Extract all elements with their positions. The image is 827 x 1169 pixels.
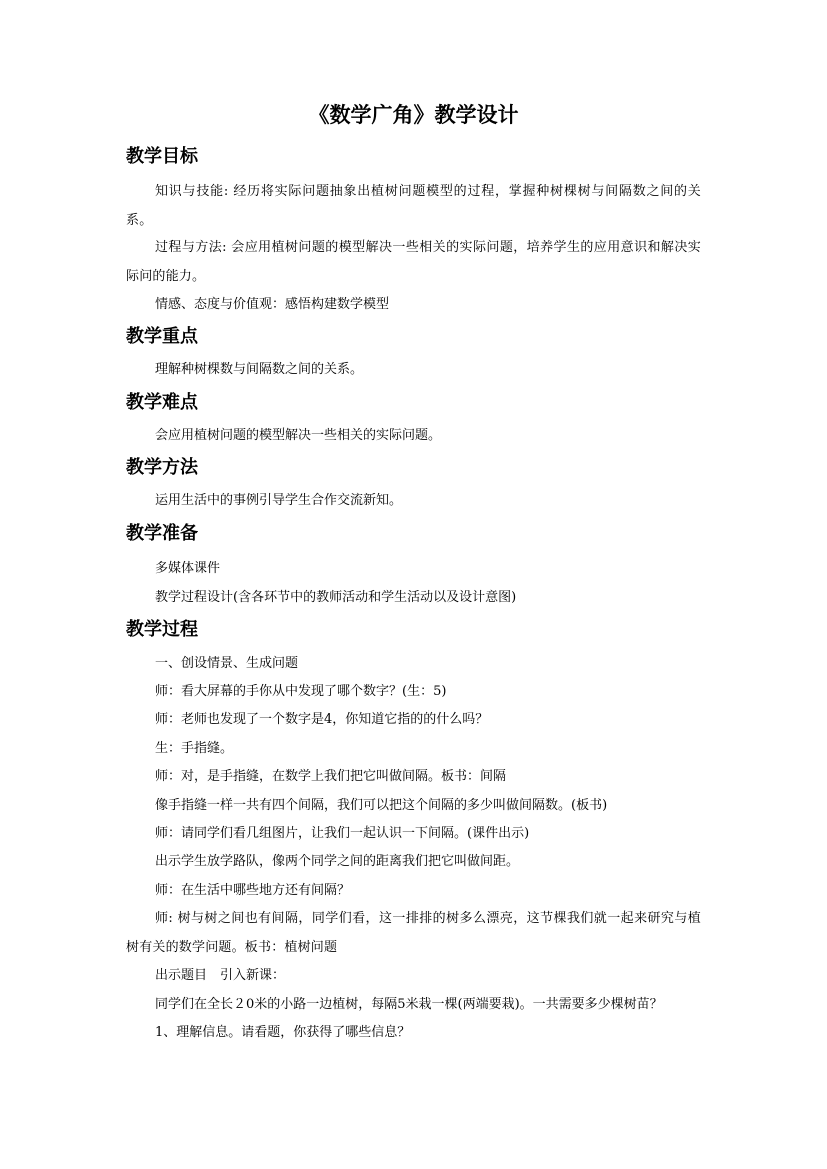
process-line-11: 同学们在全长２0米的小路一边植树，每隔5米栽一棵(两端要栽)。一共需要多少棵树苗？	[155, 997, 663, 1012]
heading-difficult-points: 教学难点	[126, 392, 198, 413]
heading-key-points: 教学重点	[126, 326, 198, 347]
document-title: 《数学广角》教学设计	[308, 102, 519, 127]
heading-teaching-process: 教学过程	[126, 619, 198, 640]
heading-teaching-goals: 教学目标	[126, 146, 198, 167]
process-line-6: 像手指缝一样一共有四个间隔，我们可以把这个间隔的多少叫做间隔数。(板书)	[155, 798, 608, 813]
paragraph-process-design: 教学过程设计(含各环节中的教师活动和学生活动以及设计意图)	[155, 590, 517, 605]
paragraph-difficult-points: 会应用植树问题的模型解决一些相关的实际问题。	[155, 428, 442, 443]
paragraph-multimedia: 多媒体课件	[155, 561, 221, 576]
heading-teaching-preparation: 教学准备	[126, 523, 198, 544]
process-line-7: 师：请同学们看几组图片，让我们一起认识一下间隔。(课件出示)	[155, 826, 530, 841]
process-line-10: 出示题目 引入新课：	[155, 968, 286, 983]
process-line-4: 生：手指缝。	[155, 741, 234, 756]
paragraph-teaching-method: 运用生活中的事例引导学生合作交流新知。	[155, 493, 403, 508]
process-line-5: 师：对，是手指缝，在数学上我们把它叫做间隔。板书：间隔	[155, 769, 507, 784]
process-line-9: 师：在生活中哪些地方还有间隔？	[155, 883, 351, 898]
process-line-3: 师：老师也发现了一个数字是4，你知道它指的的什么吗？	[155, 712, 489, 727]
heading-teaching-method: 教学方法	[126, 457, 198, 478]
paragraph-knowledge-skills: 知识与技能: 经历将实际问题抽象出植树问题模型的过程，掌握种树棵树与间隔数之间的关系。	[126, 184, 701, 228]
process-line-1: 一、创设情景、生成问题	[155, 656, 299, 671]
process-line-12: 1、理解信息。请看题，你获得了哪些信息？	[155, 1025, 411, 1040]
paragraph-emotion-attitude: 情感、态度与价值观：感悟构建数学模型	[155, 297, 390, 312]
process-line-8: 出示学生放学路队，像两个同学之间的距离我们把它叫做间距。	[155, 854, 520, 869]
paragraph-process-method: 过程与方法: 会应用植树问题的模型解决一些相关的实际问题，培养学生的应用意识和解决实际问的能力。	[126, 240, 701, 284]
paragraph-key-points: 理解种树棵数与间隔数之间的关系。	[155, 362, 364, 377]
process-line-2: 师：看大屏幕的手你从中发现了哪个数字？(生：5)	[155, 684, 447, 699]
process-paragraph-trees: 师: 树与树之间也有间隔，同学们看，这一排排的树多么漂亮，这节棵我们就一起来研究与植树有关的数学问题。板书：植树问题	[126, 911, 701, 955]
